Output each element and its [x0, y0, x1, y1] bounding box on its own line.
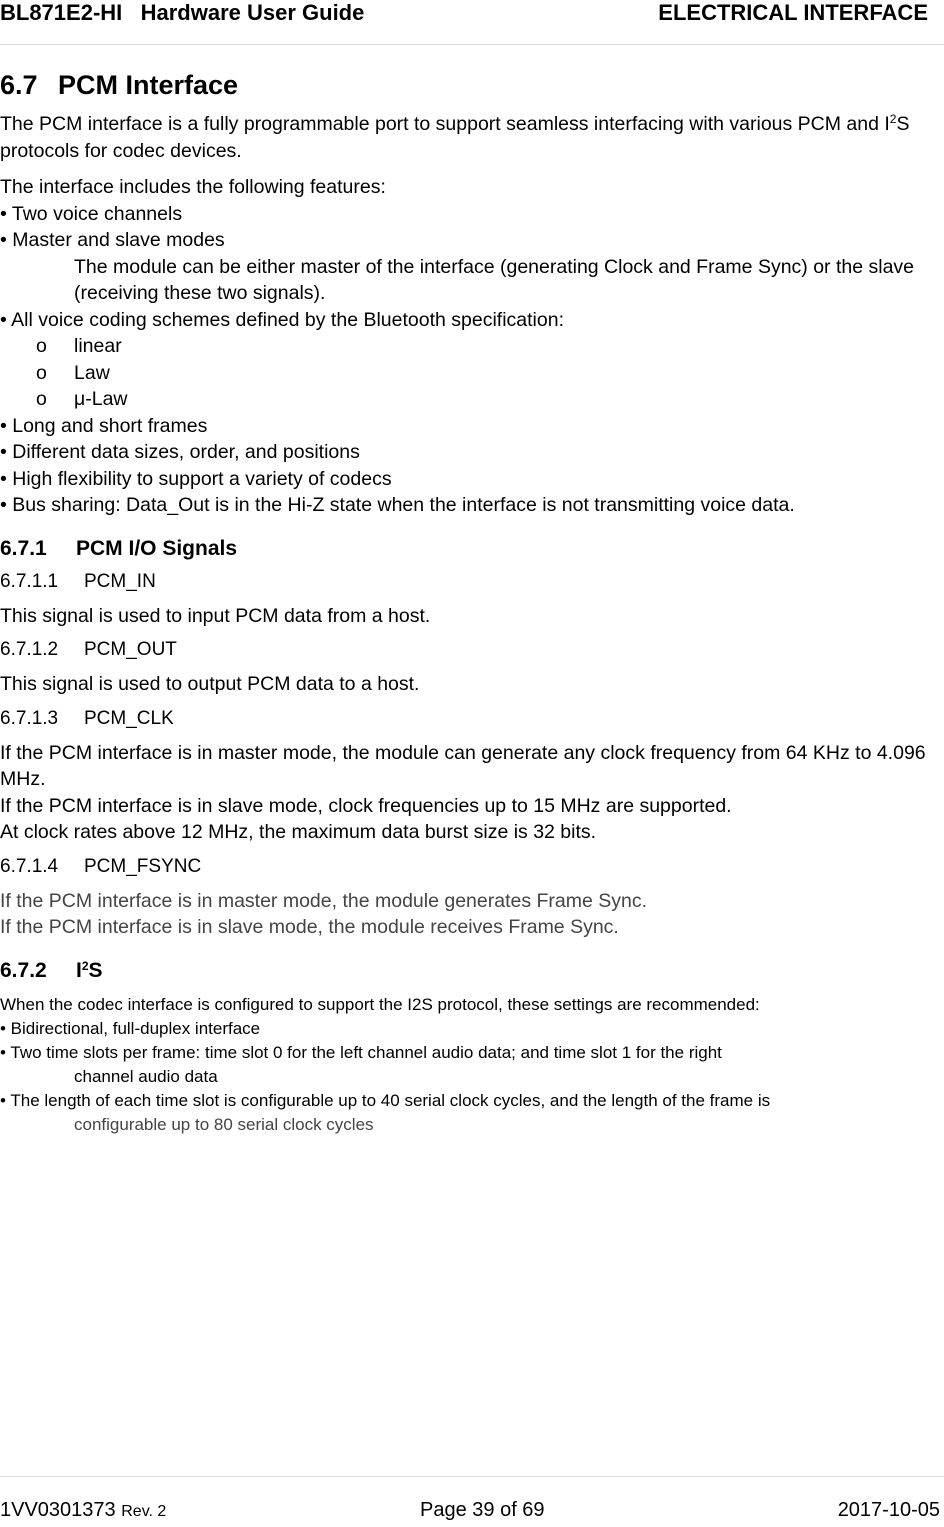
feature-item: • High flexibility to support a variety of codecs: [0, 467, 392, 490]
signal-text-pcm-clk: If the PCM interface is in master mode, the module can generate any clock frequency from 64 KHz to 4.096 MHz. If the PCM interface is in slave mode, clock frequencies up to 15 MHz are supported. At clock rates above 12 MHz, the maximum data burst size is 32 bits.: [0, 741, 926, 843]
signal-text-pcm-out: This signal is used to output PCM data to a host.: [0, 673, 420, 695]
signal-heading-pcm-clk: 6.7.1.3 PCM_CLK: [0, 707, 174, 729]
footer-page-number: Page 39 of 69: [420, 1499, 545, 1521]
i2s-item: • The length of each time slot is configurable up to 40 serial clock cycles, and the length of the frame is configurable up to 80 serial clock cycles: [0, 1090, 771, 1134]
feature-list: [0, 174, 944, 519]
feature-item: • Two voice channels: [0, 202, 183, 225]
header-document-title: BL871E2-HI Hardware User Guide: [0, 0, 365, 25]
page-header: [0, 0, 944, 45]
section-title: PCM Interface: [58, 70, 239, 100]
subsection-heading: 6.7.1 PCM I/O Signals: [0, 536, 238, 560]
section-heading: [0, 70, 944, 101]
footer-date: 2017-10-05: [837, 1499, 940, 1521]
page-content: [0, 70, 944, 1137]
feature-item: • Bus sharing: Data_Out is in the Hi-Z state when the interface is not transmitting voice data.: [0, 494, 795, 516]
footer-document-number: 1VV0301373 Rev. 2: [0, 1499, 167, 1521]
section-intro: The PCM interface is a fully programmable port to support seamless interfacing with various PCM and $I^2S$ protocols for codec devices.: [0, 112, 910, 162]
feature-item: • Different data sizes, order, and positions: [0, 441, 360, 463]
coding-item: o μ-Law: [36, 388, 128, 410]
header-section-title: ELECTRICAL INTERFACE: [658, 0, 928, 25]
i2s-item: • Bidirectional, full-duplex interface: [0, 1018, 261, 1038]
section-number: 6.7: [0, 70, 38, 100]
i2s-item: • Two time slots per frame: time slot 0 for the left channel audio data; and time slot 1 for the right channel audio data: [0, 1042, 722, 1086]
coding-item: o linear: [36, 335, 122, 357]
features-intro: The interface includes the following features:: [0, 176, 386, 198]
signal-text-pcm-in: This signal is used to input PCM data from a host.: [0, 604, 431, 627]
signal-heading-pcm-in: 6.7.1.1 PCM_IN: [0, 570, 156, 592]
feature-detail: The module can be either master of the interface (generating Clock and Frame Sync) or the slave (receiving these two signals).: [74, 255, 915, 304]
i2s-settings: [0, 993, 944, 1137]
coding-item: o Law: [36, 361, 110, 384]
page-footer: [0, 1476, 944, 1527]
footer-revision: Rev. 2: [121, 1503, 167, 1520]
feature-item: • All voice coding schemes defined by the Bluetooth specification:: [0, 308, 564, 331]
feature-item: • Long and short frames: [0, 414, 208, 437]
i2s-heading: 6.7.2 $I^2S$: [0, 958, 103, 982]
signal-heading-pcm-out: 6.7.1.2 PCM_OUT: [0, 639, 177, 660]
signal-heading-pcm-fsync: 6.7.1.4 PCM_FSYNC: [0, 855, 202, 877]
signal-text-pcm-fsync: If the PCM interface is in master mode, the module generates Frame Sync. If the PCM interface is in slave mode, the module receives Frame Sync.: [0, 889, 648, 938]
feature-item: • Master and slave modes: [0, 229, 225, 251]
i2s-intro: When the codec interface is configured to support the I2S protocol, these settings are recommended:: [0, 994, 760, 1014]
